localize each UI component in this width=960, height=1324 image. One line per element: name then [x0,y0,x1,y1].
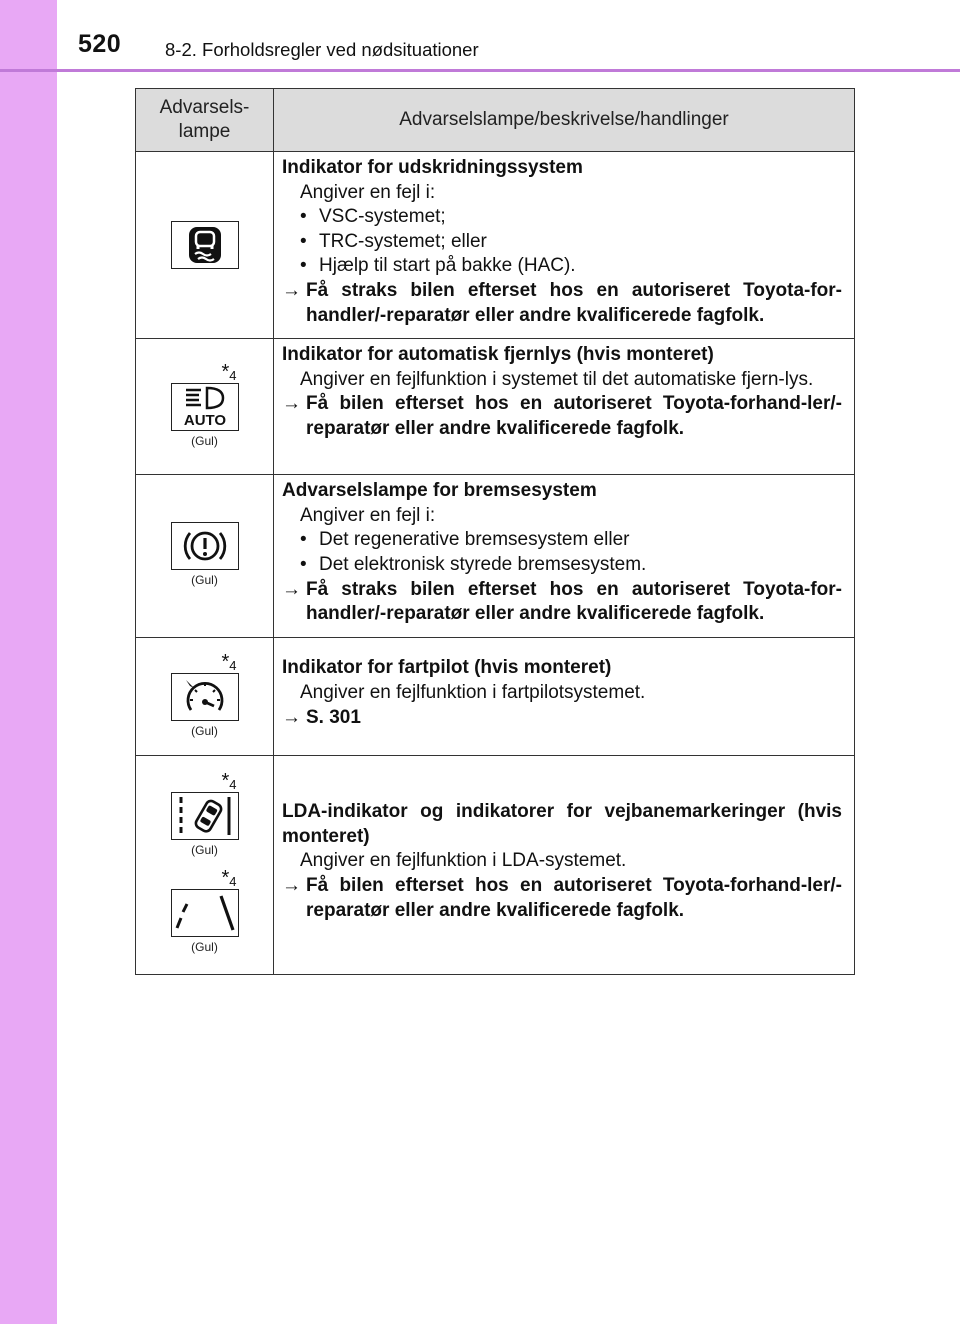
list-item [282,254,842,279]
color-label: (Gul) [191,434,218,449]
description-cell [274,755,855,974]
warning-lamp-table [135,88,855,975]
list-item [282,205,842,230]
bullet: • [300,529,307,551]
list-item-text: Det elektronisk styrede bremsesystem. [319,553,647,575]
bullet: • [300,206,307,228]
col-header-lamp-label: Advarsels- lampe [159,97,250,142]
list-item-text: Det regenerative bremsesystem eller [319,529,630,551]
row-description: Angiver en fejlfunktion i systemet til det automatiske fjern-lys. [300,368,814,390]
table-row [136,637,855,755]
page-number: 520 [78,30,122,58]
row-description: Angiver en fejl i: [300,504,436,526]
lane-markings-icon [171,889,239,937]
row-action-text: S. 301 [306,706,361,728]
list-item-text: Hjælp til start på bakke (HAC). [319,255,576,277]
row-title: Indikator for udskridningssystem [282,157,583,178]
arrow-icon: → [282,578,301,600]
description-cell [274,152,855,339]
row-action [282,578,842,627]
arrow-icon: → [282,279,301,301]
description-cell [274,637,855,755]
list-item-text: VSC-systemet; [319,206,446,228]
list-item [282,528,842,553]
table-row [136,152,855,339]
table-row [136,755,855,974]
icon-cell [136,339,274,475]
brake-warning-icon [171,522,239,570]
row-title: Indikator for automatisk fjernlys (hvis monteret) [282,344,714,366]
row-action [282,279,842,328]
row-action-text: Få straks bilen efterset hos en autoriseret Toyota-for-handler/-reparatør eller andre kvalificerede fagfolk. [306,279,842,326]
color-label: (Gul) [191,939,218,954]
row-title: Advarselslampe for bremsesystem [282,480,597,502]
color-label: (Gul) [191,723,218,738]
lda-car-icon [171,792,239,840]
table-row [136,339,855,475]
bullet: • [300,553,307,575]
row-action-text: Få bilen efterset hos en autoriseret Toyota-forhand-ler/-reparatør eller andre kvalificerede fagfolk. [306,875,842,921]
footnote-marker: $*_4$ [221,361,237,384]
table-row [136,475,855,638]
footnote-marker: $*_4$ [221,866,237,889]
row-description: Angiver en fejlfunktion i LDA-systemet. [300,850,627,872]
footnote-marker: $*_4$ [221,769,237,792]
list-item [282,553,842,578]
section-title: 8-2. Forholdsregler ved nødsituationer [165,39,479,60]
bullet: • [300,230,307,252]
col-header-lamp [136,89,274,152]
arrow-icon: → [282,706,301,728]
side-color-band [0,0,57,1324]
header-tab [0,0,57,70]
icon-cell [136,475,274,638]
row-title: LDA-indikator og indikatorer for vejbanemarkeringer (hvis monteret) [282,801,842,847]
icon-cell [136,637,274,755]
color-label: (Gul) [191,573,218,588]
table-header-row [136,89,855,152]
row-title: Indikator for fartpilot (hvis monteret) [282,657,612,679]
row-action [282,706,842,731]
col-header-description: Advarselslampe/beskrivelse/handlinger [274,89,855,152]
row-action [282,392,842,441]
row-action [282,874,842,923]
row-action-text: Få straks bilen efterset hos en autoriseret Toyota-for-handler/-reparatør eller andre kvalificerede fagfolk. [306,578,842,625]
row-description: Angiver en fejlfunktion i fartpilotsystemet. [300,681,646,703]
header-band [0,0,960,70]
icon-cell [136,755,274,974]
footnote-marker: $*_4$ [221,650,237,673]
cruise-control-icon [171,673,239,721]
list-item [282,230,842,255]
list-item-text: TRC-systemet; eller [319,230,487,252]
color-label: (Gul) [191,842,218,857]
icon-cell [136,152,274,339]
description-cell [274,339,855,475]
arrow-icon: → [282,393,301,415]
row-description: Angiver en fejl i: [300,181,436,203]
description-cell [274,475,855,638]
row-action-text: Få bilen efterset hos en autoriseret Toyota-forhand-ler/-reparatør eller andre kvalificerede fagfolk. [306,393,842,439]
bullet: • [300,255,307,277]
svg-text:AUTO: AUTO [183,412,226,429]
arrow-icon: → [282,875,301,897]
auto-headlight-icon [171,383,239,431]
skid-indicator-icon [171,221,239,269]
header-rule [0,69,960,72]
